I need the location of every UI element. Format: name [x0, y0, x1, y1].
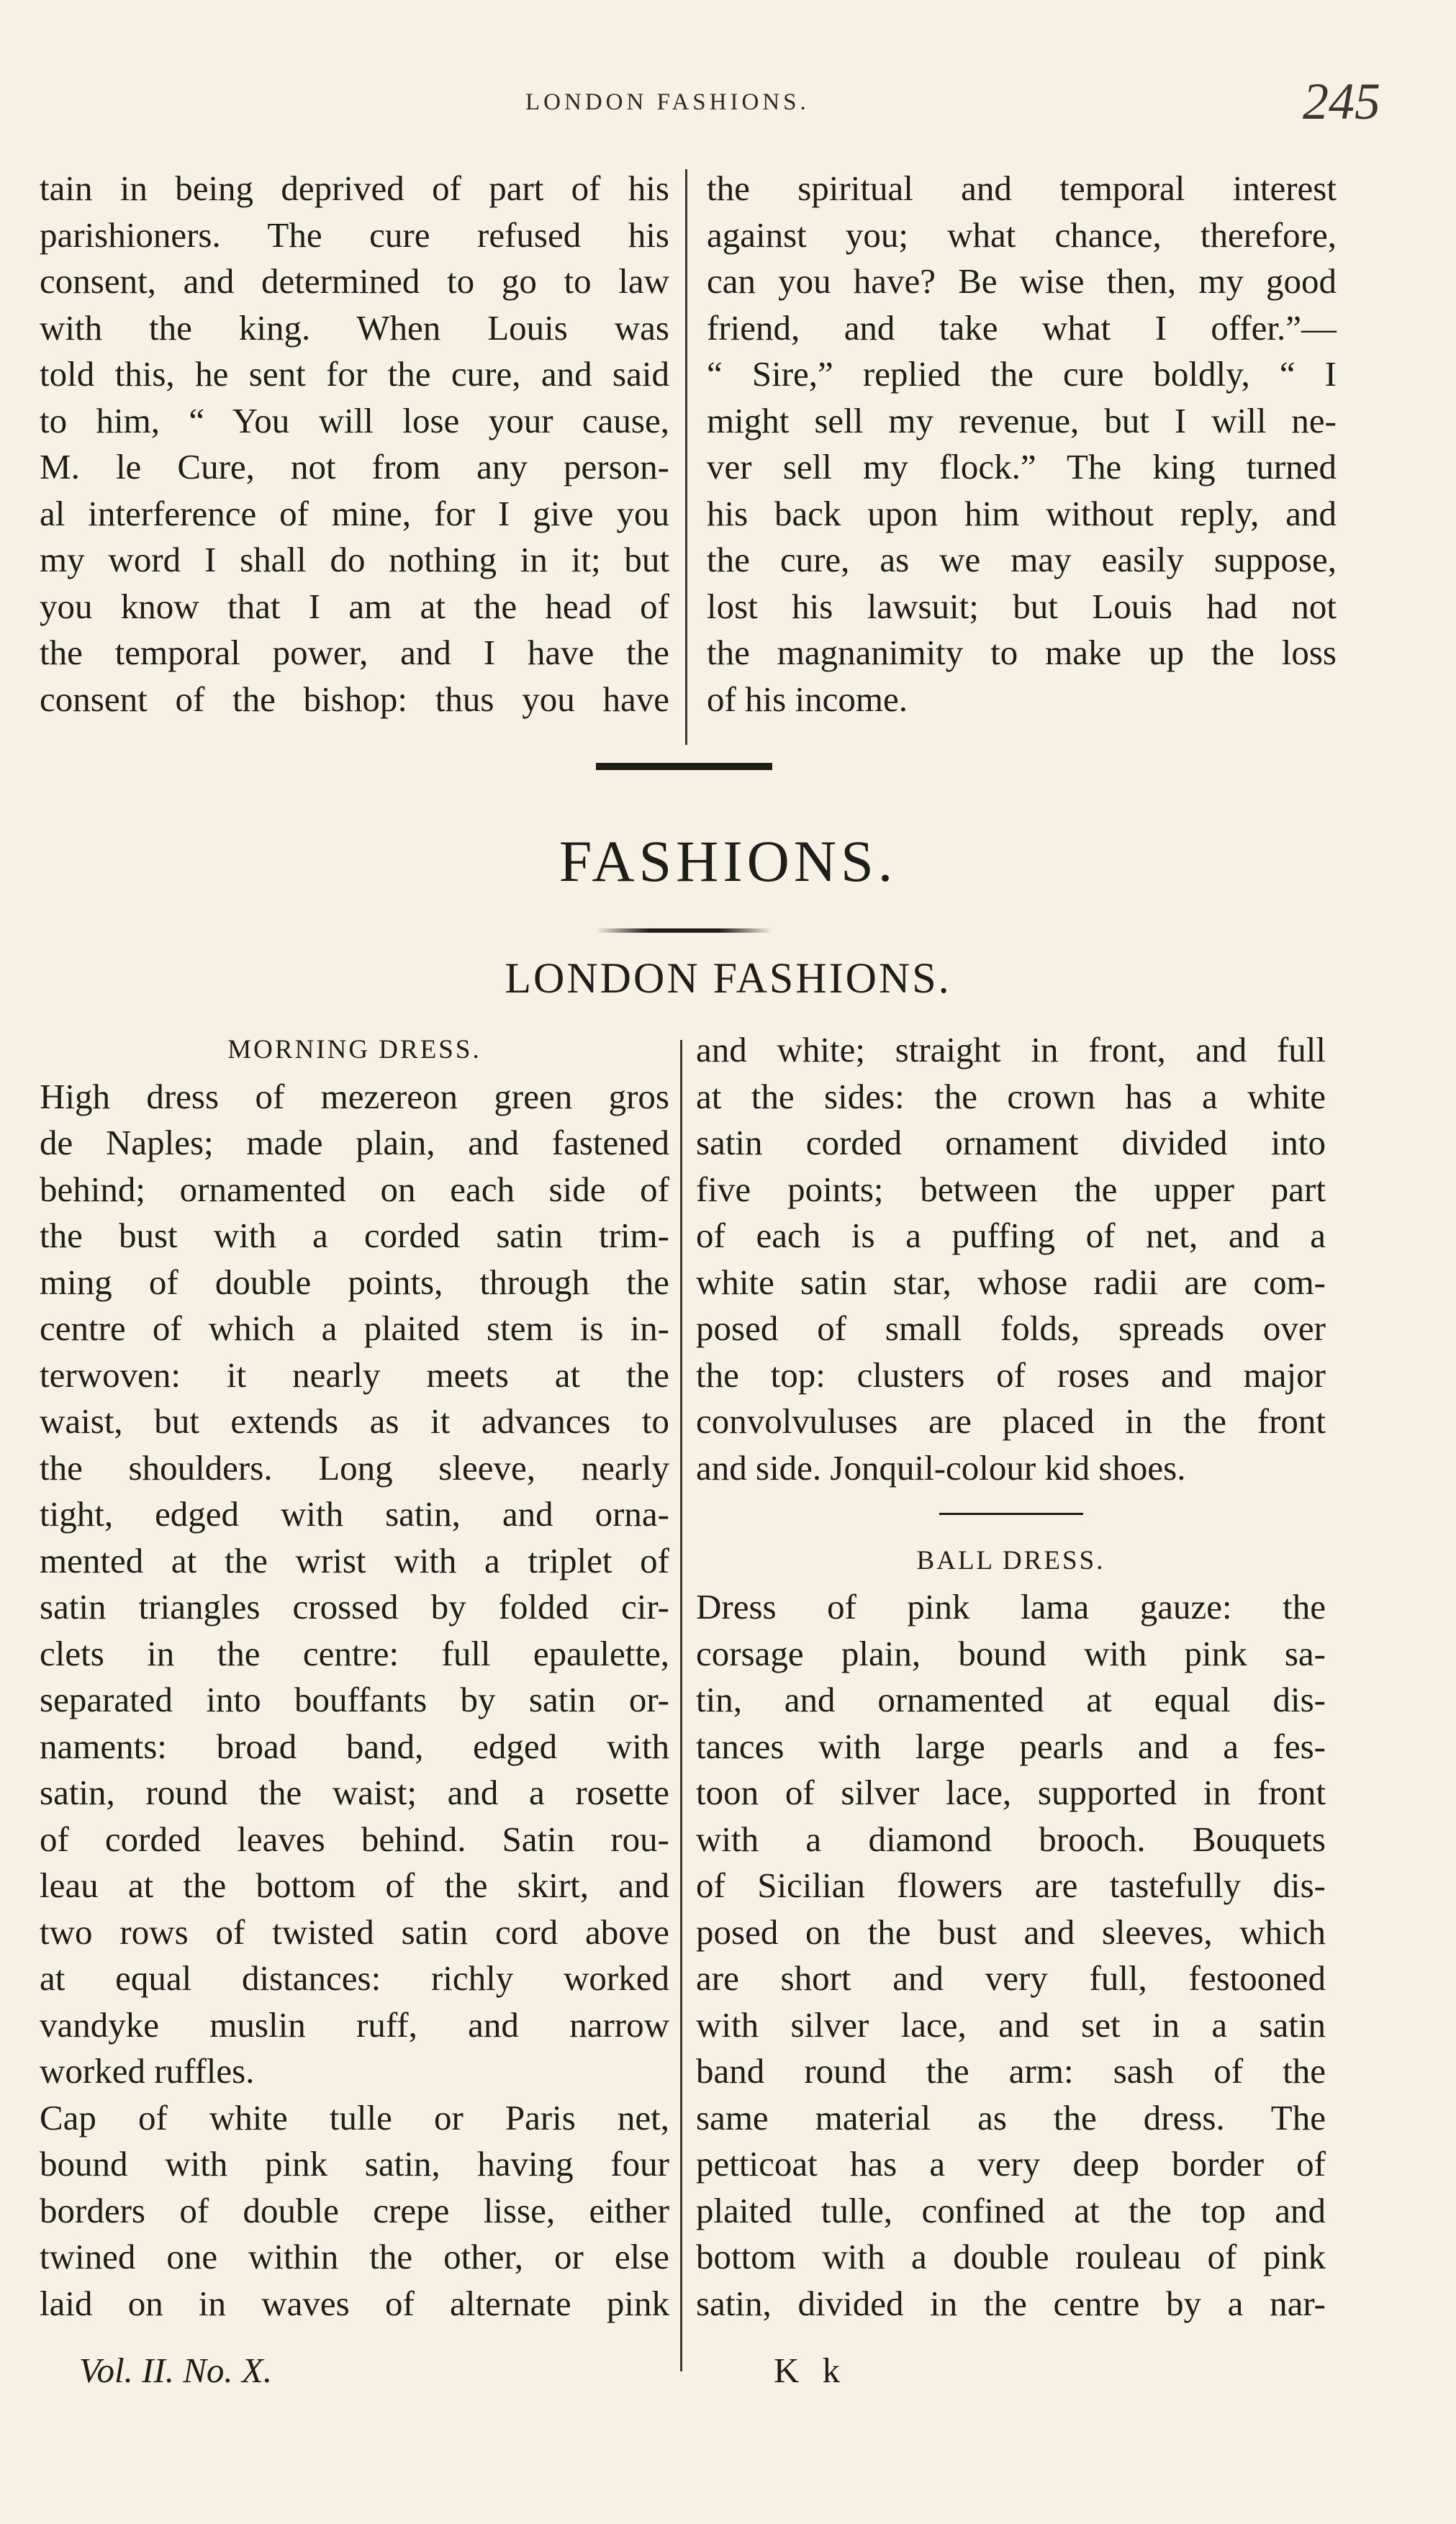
text-line: satin, round the waist; and a rosette — [40, 1773, 669, 1812]
morning-dress-column — [40, 1027, 669, 2327]
text-line: worked ruffles. — [40, 2051, 255, 2091]
text-line: at equal distances: richly worked — [40, 1958, 669, 1998]
text-line: de Naples; made plain, and fastened — [40, 1123, 669, 1162]
text-line: my word I shall do nothing in it; but — [40, 540, 669, 579]
text-line: with the king. When Louis was — [40, 307, 669, 348]
text-line: the top: clusters of roses and major — [696, 1354, 1326, 1395]
text-line: satin corded ornament divided into — [696, 1123, 1326, 1162]
text-line: five points; between the upper part — [696, 1169, 1326, 1209]
text-line: petticoat has a very deep border of — [696, 2144, 1326, 2184]
text-line: naments: broad band, edged with — [40, 1726, 669, 1766]
column-divider — [680, 1040, 682, 2371]
text-line: tain in being deprived of part of his — [40, 168, 669, 208]
ornamental-rule — [596, 928, 772, 933]
text-line: lost his lawsuit; but Louis had not — [707, 586, 1337, 626]
volume-footer: Vol. II. No. X. — [79, 2351, 273, 2390]
text-line: mented at the wrist with a triplet of — [40, 1540, 669, 1580]
text-line: Dress of pink lama gauze: the — [696, 1587, 1326, 1627]
text-line: white satin star, whose radii are com- — [696, 1262, 1326, 1302]
text-line: corsage plain, bound with pink sa- — [696, 1633, 1326, 1673]
ball-dress-heading: BALL DRESS. — [916, 1545, 1105, 1575]
text-line: same material as the dress. The — [696, 2097, 1326, 2138]
section-divider-rule — [596, 763, 772, 770]
text-line: told this, he sent for the cure, and said — [40, 354, 669, 394]
section-title: FASHIONS. — [559, 828, 897, 894]
text-line: can you have? Be wise then, my good — [707, 261, 1337, 301]
text-line: of Sicilian flowers are tastefully dis- — [696, 1865, 1326, 1905]
text-line: to him, “ You will lose your cause, — [40, 400, 669, 440]
text-line: and side. Jonquil-colour kid shoes. — [696, 1447, 1186, 1488]
text-line: the shoulders. Long sleeve, nearly — [40, 1447, 669, 1488]
text-line: bound with pink satin, having four — [40, 2144, 669, 2184]
text-line: plaited tulle, confined at the top and — [696, 2190, 1326, 2230]
text-line: tances with large pearls and a fes- — [696, 1726, 1326, 1766]
right-fashion-column — [696, 1027, 1326, 2327]
text-line: M. le Cure, not from any person- — [40, 447, 669, 487]
text-line: with silver lace, and set in a satin — [696, 2004, 1326, 2045]
text-line: the spiritual and temporal interest — [707, 168, 1337, 208]
text-line: al interference of mine, for I give you — [40, 493, 669, 533]
top-left-column — [40, 166, 669, 723]
text-line: against you; what chance, therefore, — [707, 214, 1337, 255]
running-head: LONDON FASHIONS. — [525, 89, 810, 115]
text-line: vandyke muslin ruff, and narrow — [40, 2004, 669, 2045]
text-line: separated into bouffants by satin or- — [40, 1680, 669, 1719]
text-line: Cap of white tulle or Paris net, — [40, 2097, 669, 2138]
text-line: of each is a puffing of net, and a — [696, 1216, 1326, 1255]
text-line: are short and very full, festooned — [696, 1958, 1326, 1998]
text-line: satin triangles crossed by folded cir- — [40, 1587, 669, 1627]
text-line: posed on the bust and sleeves, which — [696, 1912, 1326, 1952]
text-line: two rows of twisted satin cord above — [40, 1912, 669, 1952]
signature-mark: K k — [774, 2351, 848, 2390]
text-line: his back upon him without reply, and — [707, 493, 1337, 533]
text-line: consent, and determined to go to law — [40, 261, 669, 301]
text-line: High dress of mezereon green gros — [40, 1076, 669, 1116]
text-line: friend, and take what I offer.”— — [707, 307, 1337, 348]
text-line: tight, edged with satin, and orna- — [40, 1494, 669, 1534]
page-number: 245 — [1303, 73, 1380, 130]
text-line: waist, but extends as it advances to — [40, 1401, 669, 1441]
text-line: of corded leaves behind. Satin rou- — [40, 1819, 669, 1859]
text-line: consent of the bishop: thus you have — [40, 679, 669, 719]
text-line: the cure, as we may easily suppose, — [707, 540, 1337, 579]
text-line: ver sell my flock.” The king turned — [707, 447, 1337, 487]
text-line: band round the arm: sash of the — [696, 2051, 1326, 2091]
text-line: you know that I am at the head of — [40, 586, 669, 626]
text-line: “ Sire,” replied the cure boldly, “ I — [707, 354, 1337, 394]
text-line: posed of small folds, spreads over — [696, 1308, 1326, 1348]
text-line: the magnanimity to make up the loss — [707, 633, 1337, 672]
text-line: the bust with a corded satin trim- — [40, 1216, 669, 1255]
morning-dress-heading: MORNING DRESS. — [227, 1035, 481, 1064]
text-line: twined one within the other, or else — [40, 2237, 669, 2276]
text-line: terwoven: it nearly meets at the — [40, 1354, 669, 1395]
column-divider — [685, 169, 687, 745]
text-line: behind; ornamented on each side of — [40, 1169, 669, 1209]
text-line: bottom with a double rouleau of pink — [696, 2237, 1326, 2276]
text-line: tin, and ornamented at equal dis- — [696, 1680, 1326, 1719]
text-line: satin, divided in the centre by a nar- — [696, 2283, 1326, 2323]
text-line: at the sides: the crown has a white — [696, 1076, 1326, 1116]
subsection-title: LONDON FASHIONS. — [505, 954, 951, 1002]
text-line: borders of double crepe lisse, either — [40, 2190, 669, 2230]
separator-rule — [696, 1491, 1326, 1538]
text-line: toon of silver lace, supported in front — [696, 1773, 1326, 1812]
text-line: convolvuluses are placed in the front — [696, 1401, 1326, 1441]
text-line: with a diamond brooch. Bouquets — [696, 1819, 1326, 1859]
text-line: parishioners. The cure refused his — [40, 214, 669, 255]
text-line: and white; straight in front, and full — [696, 1030, 1326, 1069]
text-line: clets in the centre: full epaulette, — [40, 1633, 669, 1673]
text-line: laid on in waves of alternate pink — [40, 2283, 669, 2323]
text-line: the temporal power, and I have the — [40, 633, 669, 672]
text-line: ming of double points, through the — [40, 1262, 669, 1302]
text-line: centre of which a plaited stem is in- — [40, 1308, 669, 1348]
text-line: leau at the bottom of the skirt, and — [40, 1865, 669, 1905]
text-line: of his income. — [707, 679, 908, 719]
top-right-column — [707, 166, 1337, 723]
text-line: might sell my revenue, but I will ne- — [707, 400, 1337, 440]
